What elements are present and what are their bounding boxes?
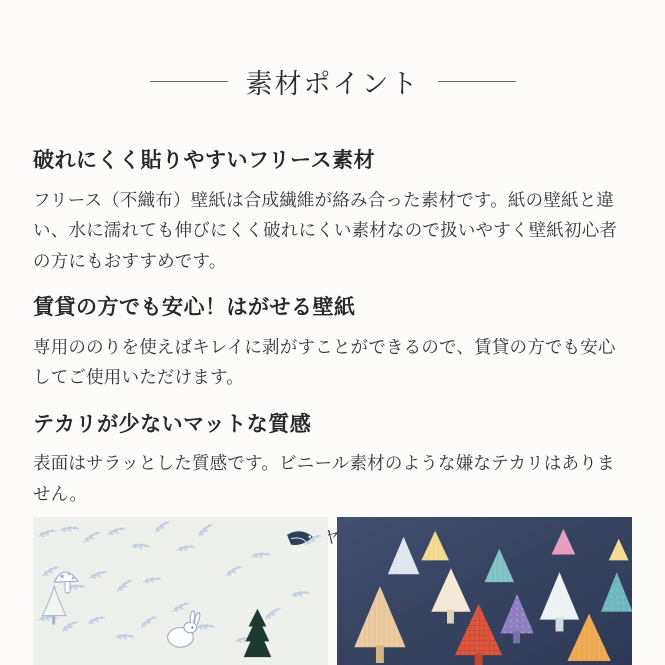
feature-section-1 xyxy=(33,147,632,276)
feature-text-1: フリース（不織布）壁紙は合成繊維が絡み合った素材です。紙の壁紙と違い、水に濡れても伸びにくく破れにくい素材なので扱いやすく壁紙初心者の方にもおすすめです。 xyxy=(33,189,618,271)
header-rule-left xyxy=(150,81,228,82)
section-header xyxy=(0,0,665,129)
feature-section-2 xyxy=(33,294,632,393)
page-title: 素材ポイント xyxy=(245,69,420,100)
paper-trees-illustration xyxy=(337,517,632,665)
wallpaper-sample-botanical xyxy=(33,517,328,665)
feature-text-3: 表面はサラッとした質感です。ビニール素材のような嫌なテカリはありません。 xyxy=(33,453,615,504)
content-body xyxy=(0,129,665,552)
botanical-pattern-illustration xyxy=(33,517,328,665)
feature-text-2: 専用ののりを使えばキレイに剥がすことができるので、賃貸の方でも安心してご使用いただけます。 xyxy=(33,336,616,388)
header-rule-right xyxy=(438,81,516,82)
feature-heading-3: テカリが少ないマットな質感 xyxy=(33,412,312,436)
feature-heading-1: 破れにくく貼りやすいフリース素材 xyxy=(33,149,376,173)
wallpaper-sample-navy-trees xyxy=(337,517,632,665)
photo-strip xyxy=(33,517,632,665)
feature-heading-2: 賃貸の方でも安心！はがせる壁紙 xyxy=(33,296,356,320)
